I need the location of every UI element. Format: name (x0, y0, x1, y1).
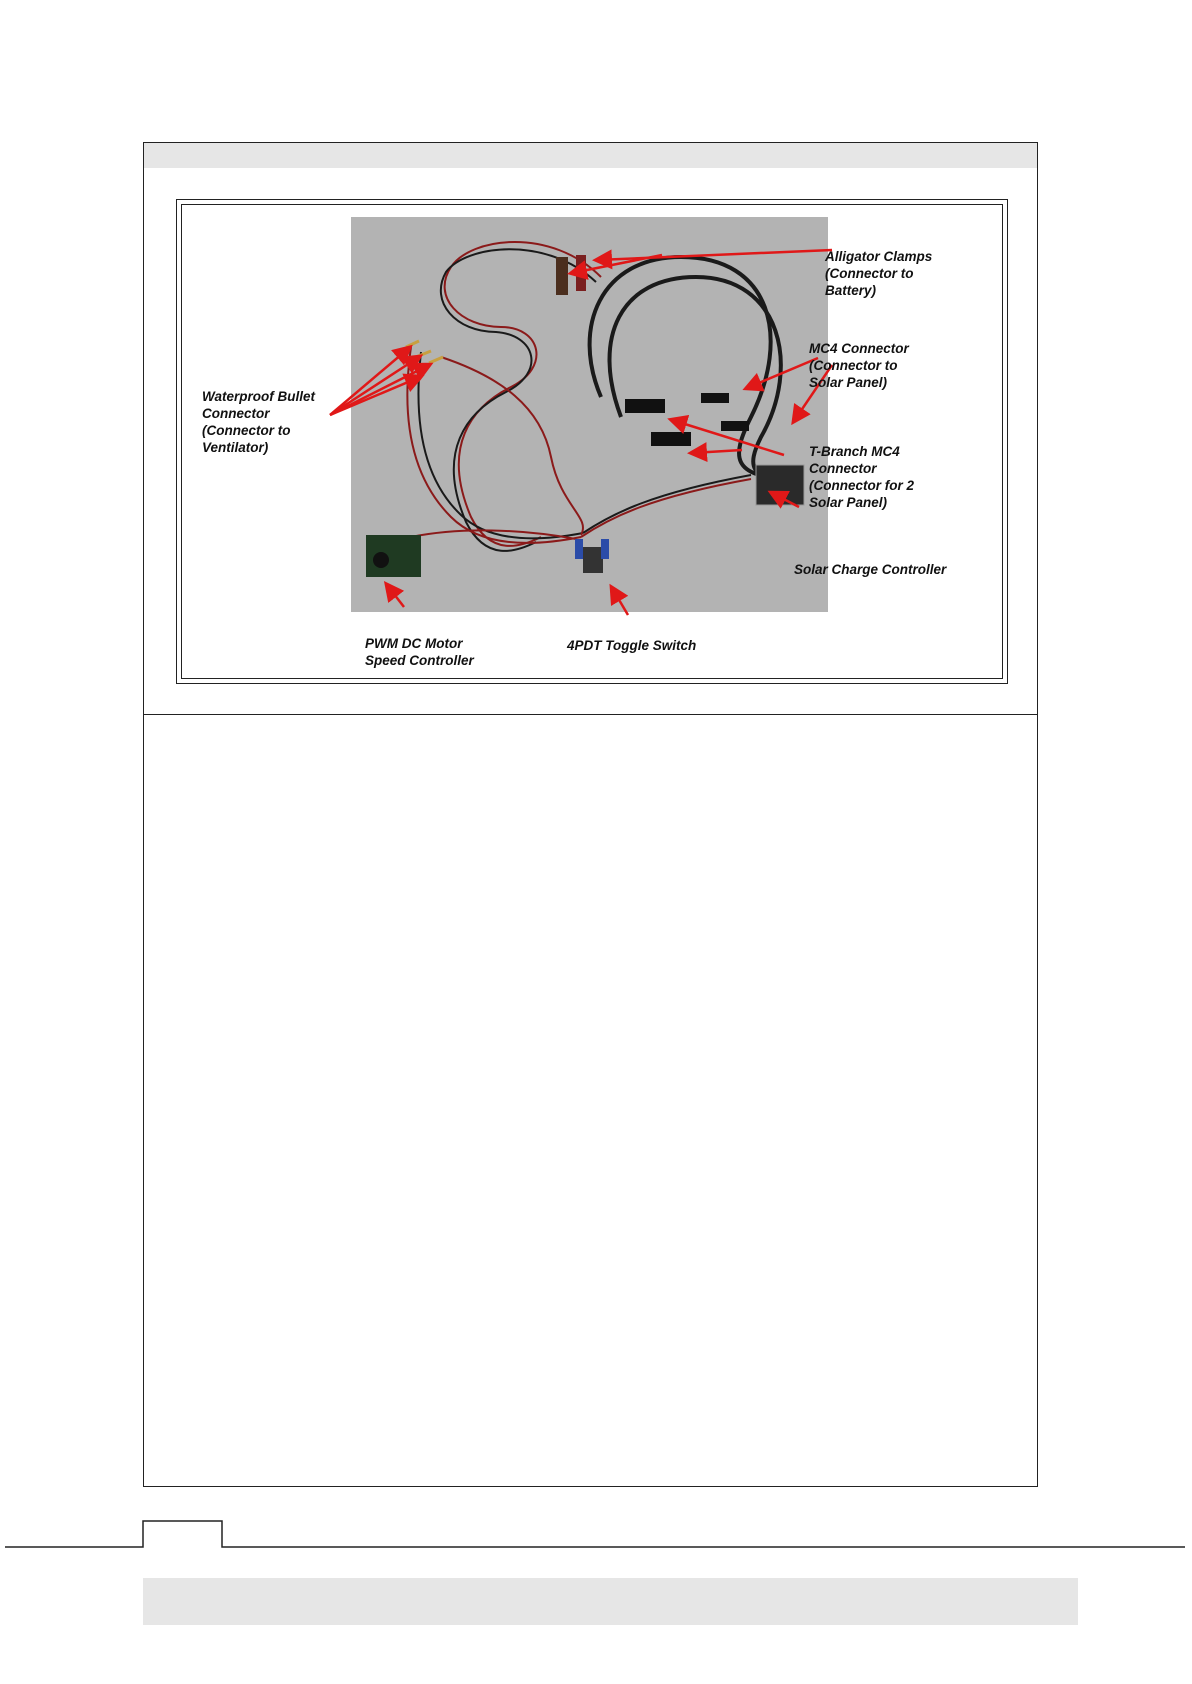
label-4pdt-toggle-switch: 4PDT Toggle Switch (567, 638, 697, 653)
label-pwm-dc-motor-speed-controller: PWM DC Motor Speed Controller (365, 636, 474, 668)
label-solar-charge-controller: Solar Charge Controller (794, 562, 947, 577)
footer-bar (143, 1578, 1078, 1625)
label-waterproof-bullet-connector: Waterproof Bullet Connector (Connector to Ventilator) (202, 389, 316, 455)
label-tbranch-mc4-connector: T-Branch MC4 Connector (Connector for 2 Solar Panel) (809, 444, 915, 510)
label-alligator-clamps: Alligator Clamps (Connector to Battery) (825, 249, 933, 298)
label-mc4-connector: MC4 Connector (Connector to Solar Panel) (809, 341, 909, 390)
